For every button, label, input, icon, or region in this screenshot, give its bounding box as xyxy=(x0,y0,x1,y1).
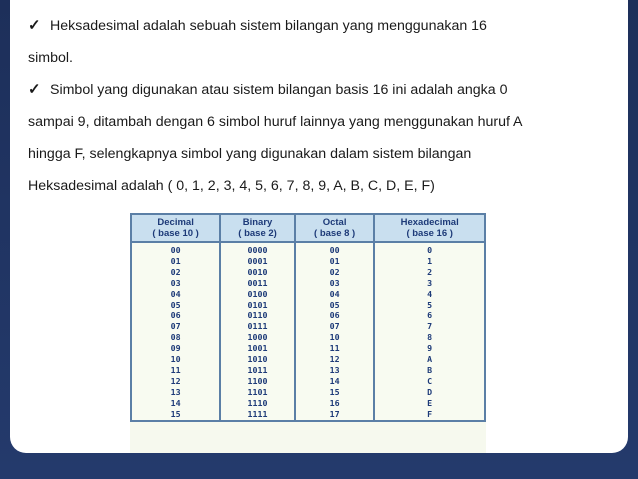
cell-hexadecimal: A xyxy=(374,354,485,365)
cell-binary: 0110 xyxy=(220,310,295,321)
cell-hexadecimal: 6 xyxy=(374,310,485,321)
cell-octal: 01 xyxy=(295,256,375,267)
table-header-row xyxy=(131,214,485,242)
header-binary: Binary ( base 2) xyxy=(220,214,295,242)
bullet-2-text-a: Simbol yang digunakan atau sistem bilangan basis 16 ini adalah angka 0 xyxy=(50,82,508,98)
cell-octal: 06 xyxy=(295,310,375,321)
cell-decimal: 09 xyxy=(131,343,220,354)
cell-binary: 0001 xyxy=(220,256,295,267)
table-row xyxy=(131,376,485,387)
cell-hexadecimal: 2 xyxy=(374,267,485,278)
bullet-text xyxy=(28,10,628,202)
cell-octal: 03 xyxy=(295,278,375,289)
header-decimal: Decimal ( base 10 ) xyxy=(131,214,220,242)
table-row xyxy=(131,332,485,343)
cell-decimal: 12 xyxy=(131,376,220,387)
cell-binary: 1110 xyxy=(220,398,295,409)
header-hexadecimal: Hexadecimal ( base 16 ) xyxy=(374,214,485,242)
cell-octal: 13 xyxy=(295,365,375,376)
cell-hexadecimal: F xyxy=(374,409,485,421)
cell-hexadecimal: C xyxy=(374,376,485,387)
number-system-table xyxy=(130,213,486,422)
checkmark-icon: ✓ xyxy=(28,81,41,98)
table-row xyxy=(131,398,485,409)
table-row xyxy=(131,289,485,300)
cell-octal: 16 xyxy=(295,398,375,409)
table-row xyxy=(131,267,485,278)
cell-hexadecimal: 1 xyxy=(374,256,485,267)
cell-binary: 1111 xyxy=(220,409,295,421)
cell-hexadecimal: 8 xyxy=(374,332,485,343)
bullet-1-line-1 xyxy=(28,10,628,42)
cell-decimal: 06 xyxy=(131,310,220,321)
cell-decimal: 01 xyxy=(131,256,220,267)
cell-decimal: 05 xyxy=(131,300,220,311)
table-row xyxy=(131,321,485,332)
cell-hexadecimal: 4 xyxy=(374,289,485,300)
cell-decimal: 02 xyxy=(131,267,220,278)
table-row xyxy=(131,242,485,256)
cell-decimal: 15 xyxy=(131,409,220,421)
table-row xyxy=(131,278,485,289)
table-row xyxy=(131,256,485,267)
cell-binary: 1100 xyxy=(220,376,295,387)
bullet-2-line-3: hingga F, selengkapnya simbol yang digunakan dalam sistem bilangan xyxy=(28,146,472,162)
cell-octal: 02 xyxy=(295,267,375,278)
table-row xyxy=(131,310,485,321)
checkmark-icon: ✓ xyxy=(28,17,41,34)
table-row xyxy=(131,354,485,365)
table-row xyxy=(131,343,485,354)
cell-binary: 1011 xyxy=(220,365,295,376)
number-system-table-image xyxy=(130,213,486,453)
cell-decimal: 07 xyxy=(131,321,220,332)
bullet-2-line-1 xyxy=(28,74,628,106)
cell-binary: 1010 xyxy=(220,354,295,365)
cell-hexadecimal: 3 xyxy=(374,278,485,289)
cell-hexadecimal: 5 xyxy=(374,300,485,311)
cell-binary: 0101 xyxy=(220,300,295,311)
cell-binary: 0000 xyxy=(220,242,295,256)
cell-decimal: 14 xyxy=(131,398,220,409)
cell-octal: 00 xyxy=(295,242,375,256)
bullet-2-line-2: sampai 9, ditambah dengan 6 simbol huruf lainnya yang menggunakan huruf A xyxy=(28,114,523,130)
table-row xyxy=(131,365,485,376)
cell-hexadecimal: E xyxy=(374,398,485,409)
cell-decimal: 11 xyxy=(131,365,220,376)
cell-decimal: 13 xyxy=(131,387,220,398)
cell-octal: 11 xyxy=(295,343,375,354)
bullet-1-text-a: Heksadesimal adalah sebuah sistem bilangan yang menggunakan 16 xyxy=(50,18,487,34)
cell-octal: 17 xyxy=(295,409,375,421)
table-row xyxy=(131,387,485,398)
cell-hexadecimal: D xyxy=(374,387,485,398)
content-panel xyxy=(10,0,628,453)
cell-decimal: 04 xyxy=(131,289,220,300)
cell-octal: 07 xyxy=(295,321,375,332)
header-octal: Octal ( base 8 ) xyxy=(295,214,375,242)
table-row xyxy=(131,300,485,311)
cell-binary: 0010 xyxy=(220,267,295,278)
table-body xyxy=(131,242,485,421)
bullet-2-line-4: Heksadesimal adalah ( 0, 1, 2, 3, 4, 5, 6, 7, 8, 9, A, B, C, D, E, F) xyxy=(28,178,435,194)
cell-octal: 04 xyxy=(295,289,375,300)
cell-decimal: 10 xyxy=(131,354,220,365)
cell-octal: 05 xyxy=(295,300,375,311)
cell-hexadecimal: B xyxy=(374,365,485,376)
cell-hexadecimal: 9 xyxy=(374,343,485,354)
table-row xyxy=(131,409,485,421)
cell-binary: 0100 xyxy=(220,289,295,300)
cell-octal: 15 xyxy=(295,387,375,398)
cell-decimal: 03 xyxy=(131,278,220,289)
cell-hexadecimal: 7 xyxy=(374,321,485,332)
cell-hexadecimal: 0 xyxy=(374,242,485,256)
cell-octal: 12 xyxy=(295,354,375,365)
cell-octal: 14 xyxy=(295,376,375,387)
bullet-1-line-2: simbol. xyxy=(28,50,73,66)
cell-binary: 0111 xyxy=(220,321,295,332)
cell-decimal: 00 xyxy=(131,242,220,256)
cell-binary: 1000 xyxy=(220,332,295,343)
cell-binary: 1101 xyxy=(220,387,295,398)
cell-octal: 10 xyxy=(295,332,375,343)
cell-binary: 0011 xyxy=(220,278,295,289)
cell-binary: 1001 xyxy=(220,343,295,354)
cell-decimal: 08 xyxy=(131,332,220,343)
